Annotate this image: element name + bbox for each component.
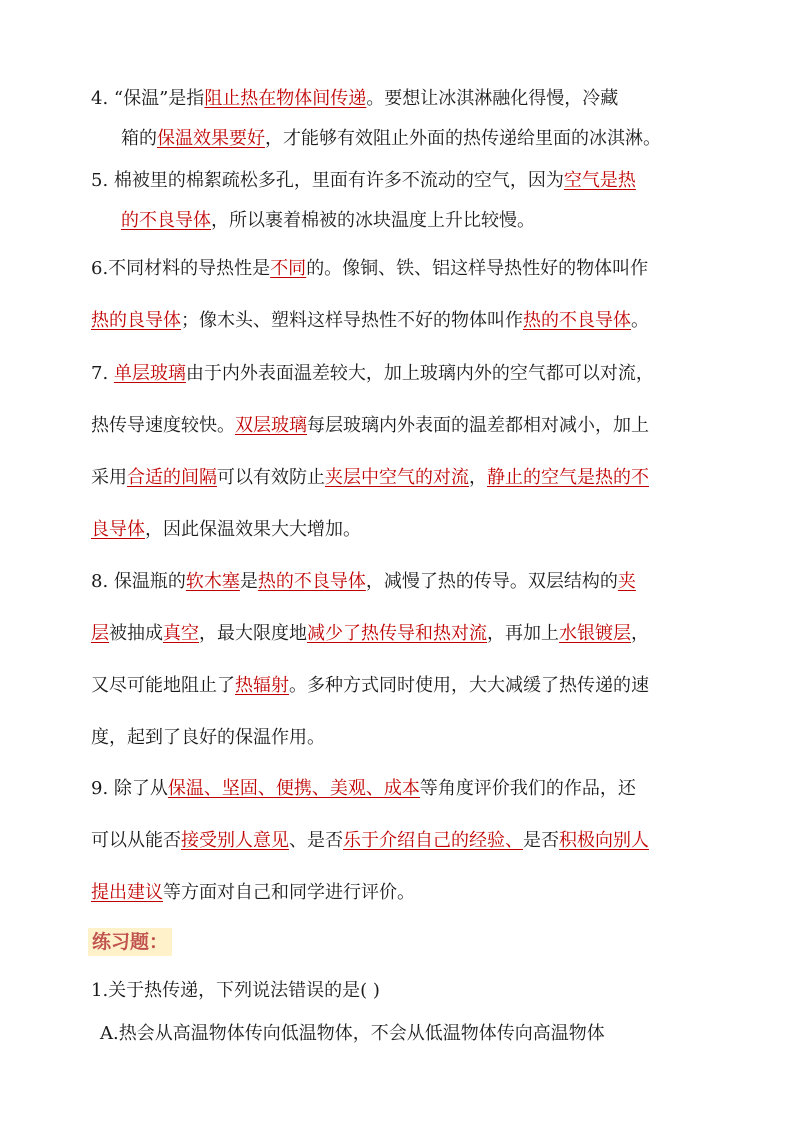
text-segment: 可以有效防止 xyxy=(217,467,325,488)
text-segment: 热传导速度较快。 xyxy=(91,415,235,436)
text-segment: ，所以裹着棉被的冰块温度上升比较慢。 xyxy=(211,210,535,231)
option-a: A.热会从高温物体传向低温物体，不会从低温物体传向高温物体 xyxy=(100,1023,605,1044)
highlighted-term: 静止的空气是热的不 xyxy=(487,467,649,488)
highlighted-term: 乐于介绍自己的经验、 xyxy=(343,830,523,851)
highlighted-term: 保温效果要好 xyxy=(157,128,265,149)
text-segment: ，减慢了热的传导。双层结构的 xyxy=(365,571,618,592)
text-segment: 可以从能否 xyxy=(91,830,181,851)
text-line xyxy=(91,677,649,695)
text-line xyxy=(91,729,325,747)
text-segment: 7. xyxy=(91,363,114,384)
text-segment: 。 xyxy=(631,310,649,331)
text-segment: 。要想让冰淇淋融化得慢，冷藏 xyxy=(366,88,619,109)
text-segment: 等角度评价我们的作品，还 xyxy=(419,778,636,799)
highlighted-term: 热辐射 xyxy=(235,675,289,696)
highlighted-term: 夹层中空气的对流 xyxy=(325,467,469,488)
highlighted-term: 不同 xyxy=(270,258,307,279)
text-segment: 是 xyxy=(239,571,258,592)
text-segment: 被抽成 xyxy=(109,623,163,644)
highlighted-term: 真空 xyxy=(163,623,199,644)
text-segment: ，才能够有效阻止外面的热传递给里面的冰淇淋。 xyxy=(265,128,661,149)
highlighted-term: 层 xyxy=(91,623,109,644)
text-line xyxy=(91,260,648,278)
text-segment: ，再加上 xyxy=(487,623,559,644)
text-segment: 4. “保温”是指 xyxy=(91,88,205,109)
highlighted-term: 接受别人意见 xyxy=(181,830,289,851)
text-segment: ， xyxy=(469,467,487,488)
highlighted-term: 积极向别人 xyxy=(559,830,649,851)
text-segment: 每层玻璃内外表面的温差都相对减小，加上 xyxy=(307,415,649,436)
text-segment: 采用 xyxy=(91,467,127,488)
question-1: 1.关于热传递，下列说法错误的是( ) xyxy=(91,980,380,1001)
text-segment: 9. 除了从 xyxy=(91,778,168,799)
highlighted-term: 保温、坚固、便携、美观、成本 xyxy=(167,778,420,799)
text-line xyxy=(91,365,654,383)
highlighted-term: 阻止热在物体间传递 xyxy=(204,88,367,109)
text-segment: 箱的 xyxy=(121,128,157,149)
highlighted-term: 夹 xyxy=(617,571,636,592)
highlighted-term: 热的不良导体 xyxy=(257,571,366,592)
text-segment: 5. 棉被里的棉絮疏松多孔，里面有许多不流动的空气，因为 xyxy=(91,170,564,191)
highlighted-term: 减少了热传导和热对流 xyxy=(307,623,487,644)
text-segment: ， xyxy=(631,623,649,644)
text-segment: ，最大限度地 xyxy=(199,623,307,644)
highlighted-term: 良导体 xyxy=(91,519,145,540)
exercise-heading: 练习题： xyxy=(88,928,172,956)
highlighted-term: 热的良导体 xyxy=(91,310,181,331)
text-segment: 等方面对自己和同学进行评价。 xyxy=(163,882,415,903)
highlighted-term: 空气是热 xyxy=(563,170,636,191)
text-segment: 6.不同材料的导热性是 xyxy=(91,258,271,279)
text-segment: 的。像铜、铁、铝这样导热性好的物体叫作 xyxy=(306,258,649,279)
highlighted-term: 热的不良导体 xyxy=(523,310,631,331)
text-line xyxy=(91,90,618,108)
highlighted-term: 水银镀层 xyxy=(559,623,631,644)
text-segment: 是否 xyxy=(523,830,559,851)
text-line xyxy=(91,832,649,850)
text-line xyxy=(91,172,636,190)
highlighted-term: 提出建议 xyxy=(91,882,163,903)
highlighted-term: 合适的间隔 xyxy=(127,467,217,488)
text-segment: ；像木头、塑料这样导热性不好的物体叫作 xyxy=(181,310,523,331)
text-segment: ，因此保温效果大大增加。 xyxy=(145,519,361,540)
text-line xyxy=(91,521,361,539)
text-line xyxy=(91,312,649,330)
text-segment: 、是否 xyxy=(289,830,343,851)
text-line xyxy=(91,469,649,487)
text-line xyxy=(91,780,636,798)
text-line xyxy=(91,625,649,643)
highlighted-term: 双层玻璃 xyxy=(235,415,307,436)
text-line xyxy=(121,130,661,148)
text-segment: 度，起到了良好的保温作用。 xyxy=(91,727,325,748)
text-segment: 8. 保温瓶的 xyxy=(91,571,186,592)
highlighted-term: 单层玻璃 xyxy=(113,363,186,384)
highlighted-term: 软木塞 xyxy=(185,571,240,592)
highlighted-term: 的不良导体 xyxy=(121,210,211,231)
text-line xyxy=(121,212,535,230)
text-segment: 由于内外表面温差较大，加上玻璃内外的空气都可以对流， xyxy=(185,363,654,384)
text-line xyxy=(91,884,415,902)
text-segment: 。多种方式同时使用，大大减缓了热传递的速 xyxy=(289,675,649,696)
text-segment: 又尽可能地阻止了 xyxy=(91,675,235,696)
text-line xyxy=(91,573,636,591)
text-line xyxy=(91,417,649,435)
